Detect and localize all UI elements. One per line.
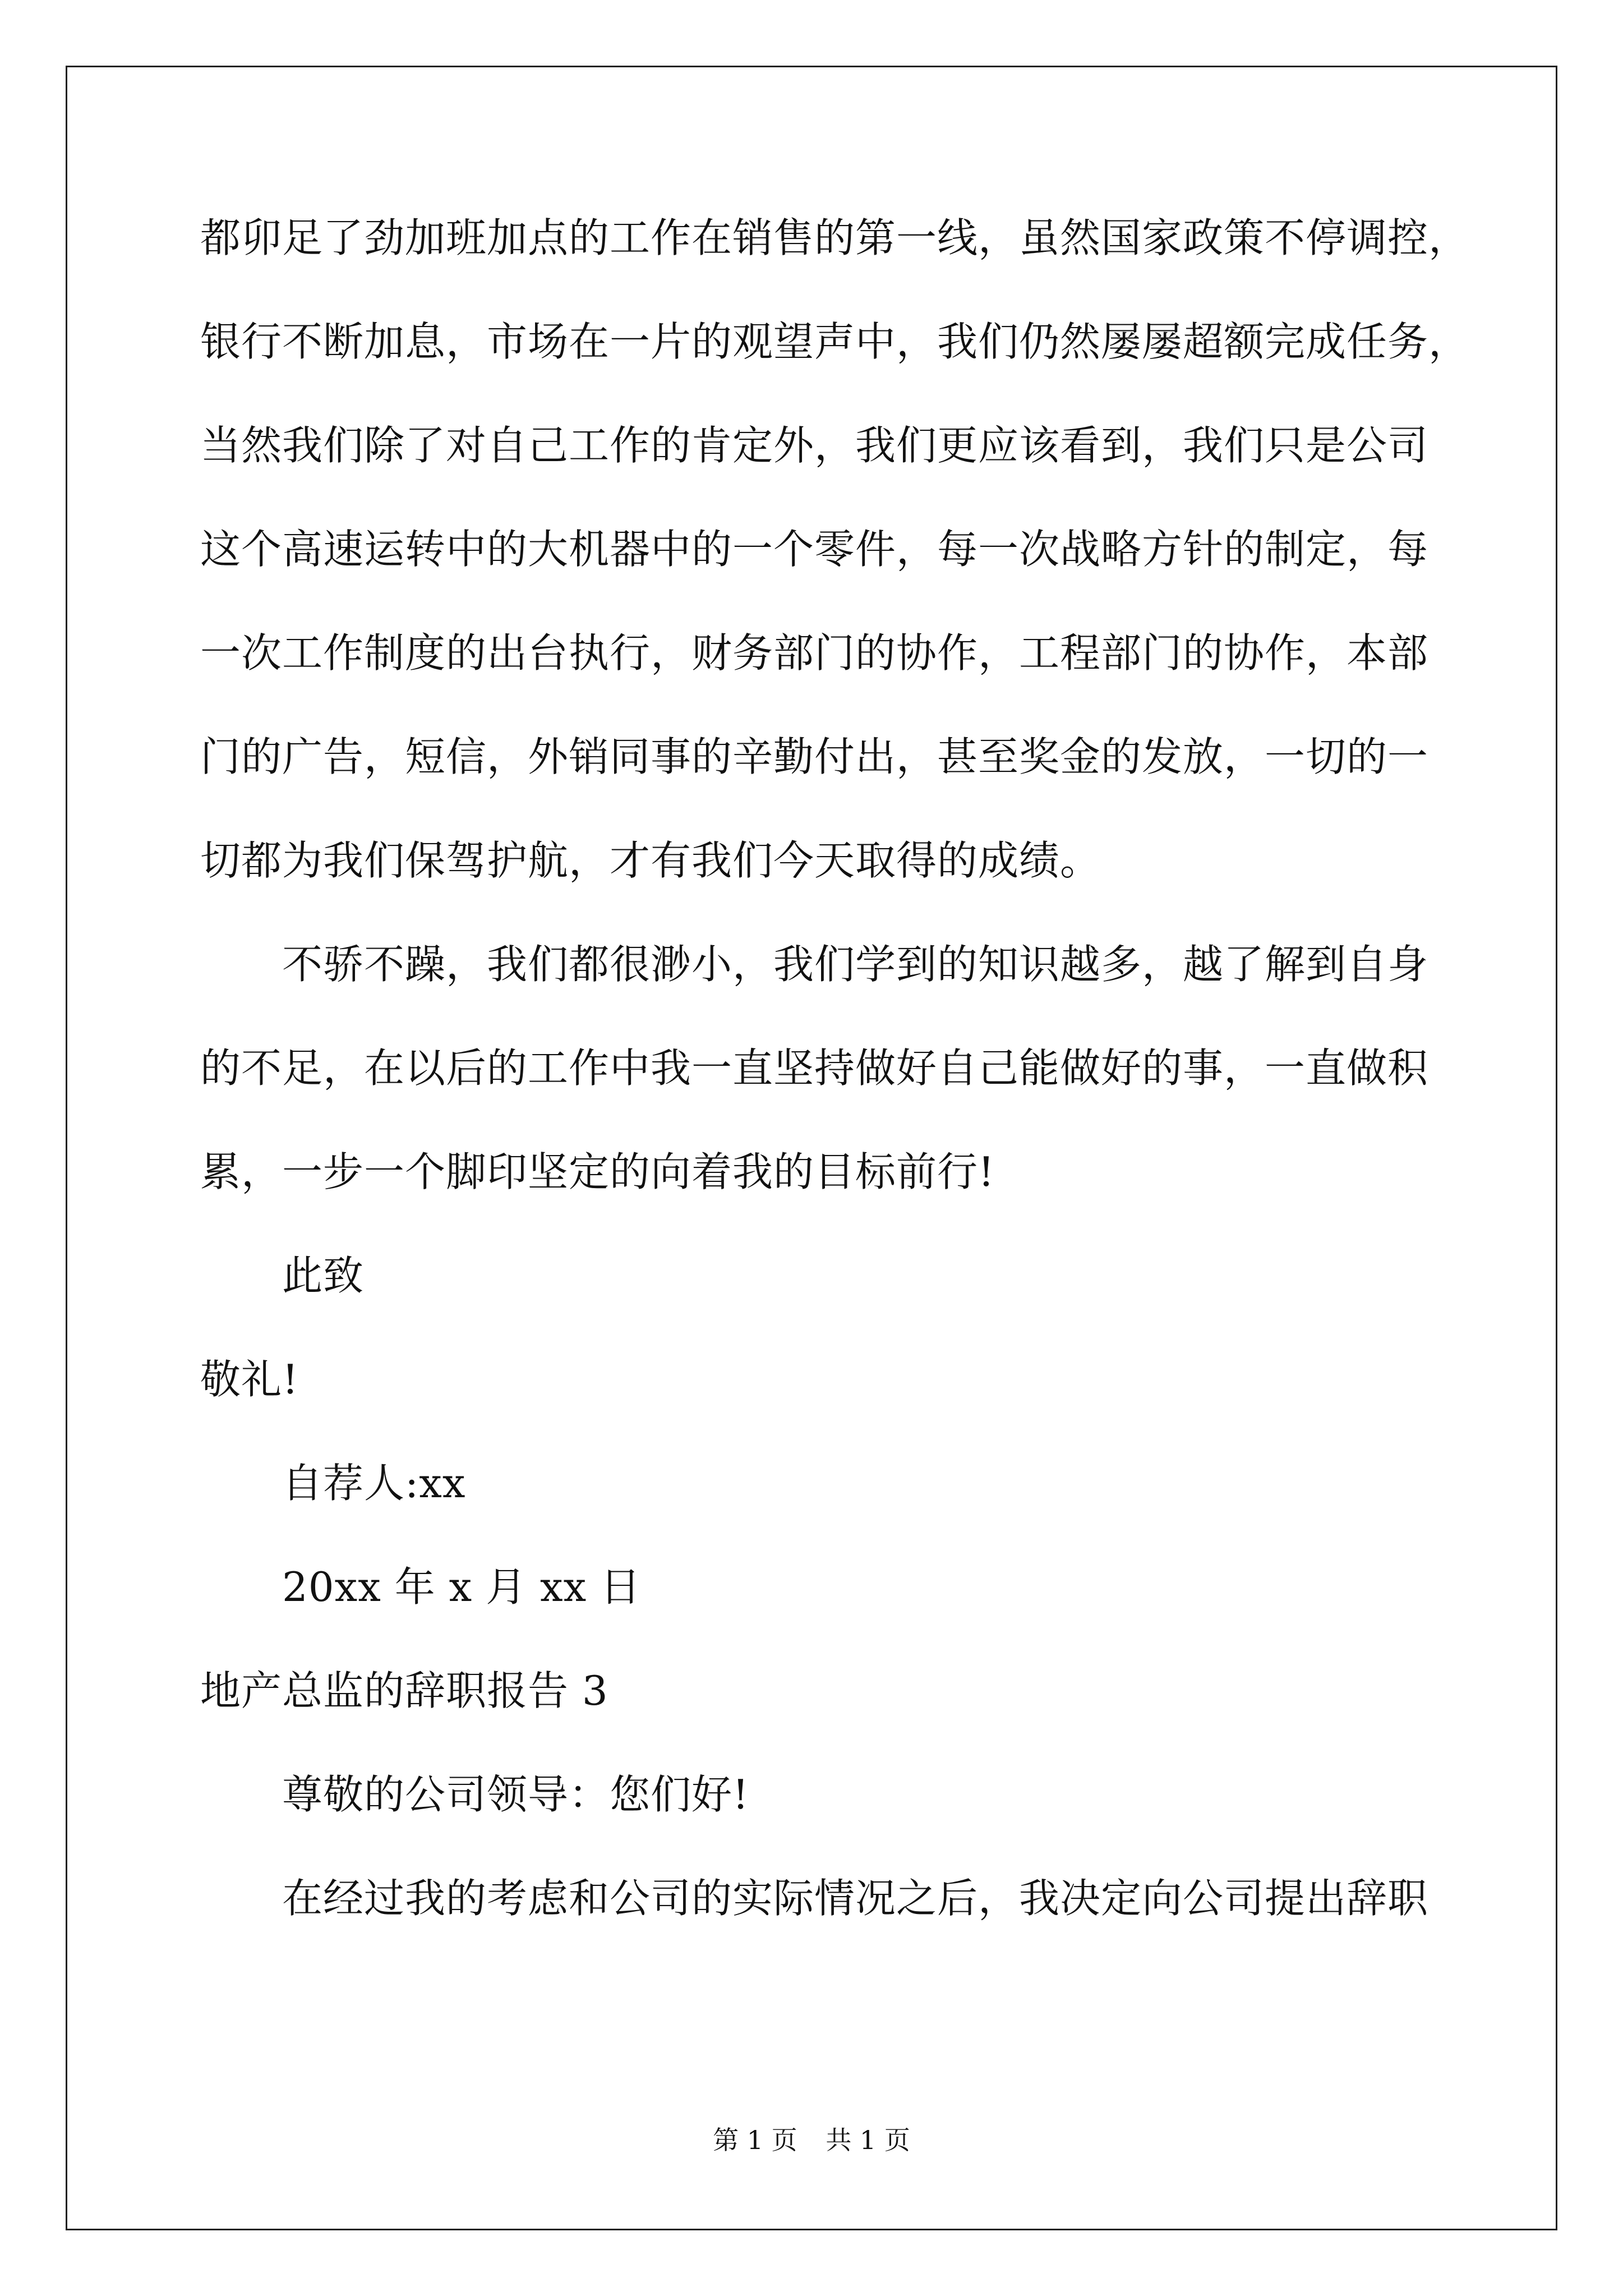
signature-name: 自荐人:xx bbox=[282, 1460, 466, 1507]
text-line: 切都为我们保驾护航，才有我们今天取得的成绩。 bbox=[200, 837, 1101, 884]
text-line: 门的广告，短信，外销同事的辛勤付出，甚至奖金的发放，一切的一 bbox=[200, 733, 1429, 780]
paragraph-start: 在经过我的考虑和公司的实际情况之后，我决定向公司提出辞职 bbox=[282, 1875, 1429, 1922]
closing-regards: 敬礼! bbox=[200, 1356, 299, 1403]
text-line: 累，一步一个脚印坚定的向着我的目标前行! bbox=[200, 1148, 995, 1195]
page-footer bbox=[0, 2124, 1623, 2156]
text-line: 都卯足了劲加班加点的工作在销售的第一线，虽然国家政策不停调控， bbox=[200, 214, 1470, 261]
page-total: 共 1 页 bbox=[826, 2125, 910, 2155]
text-line: 当然我们除了对自己工作的肯定外，我们更应该看到，我们只是公司 bbox=[200, 422, 1429, 469]
signature-date: 20xx 年 x 月 xx 日 bbox=[282, 1563, 642, 1611]
text-line: 这个高速运转中的大机器中的一个零件，每一次战略方针的制定，每 bbox=[200, 526, 1429, 573]
closing-salutation: 此致 bbox=[282, 1252, 365, 1299]
paragraph-start: 不骄不躁，我们都很渺小，我们学到的知识越多，越了解到自身 bbox=[282, 941, 1429, 988]
text-line: 的不足，在以后的工作中我一直坚持做好自己能做好的事，一直做积 bbox=[200, 1045, 1429, 1092]
section-title: 地产总监的辞职报告 3 bbox=[200, 1667, 608, 1714]
greeting: 尊敬的公司领导：您们好! bbox=[282, 1771, 749, 1818]
text-line: 银行不断加息，市场在一片的观望声中，我们仍然屡屡超额完成任务， bbox=[200, 318, 1470, 365]
page-number: 第 1 页 bbox=[713, 2125, 797, 2155]
text-line: 一次工作制度的出台执行，财务部门的协作，工程部门的协作，本部 bbox=[200, 629, 1429, 677]
